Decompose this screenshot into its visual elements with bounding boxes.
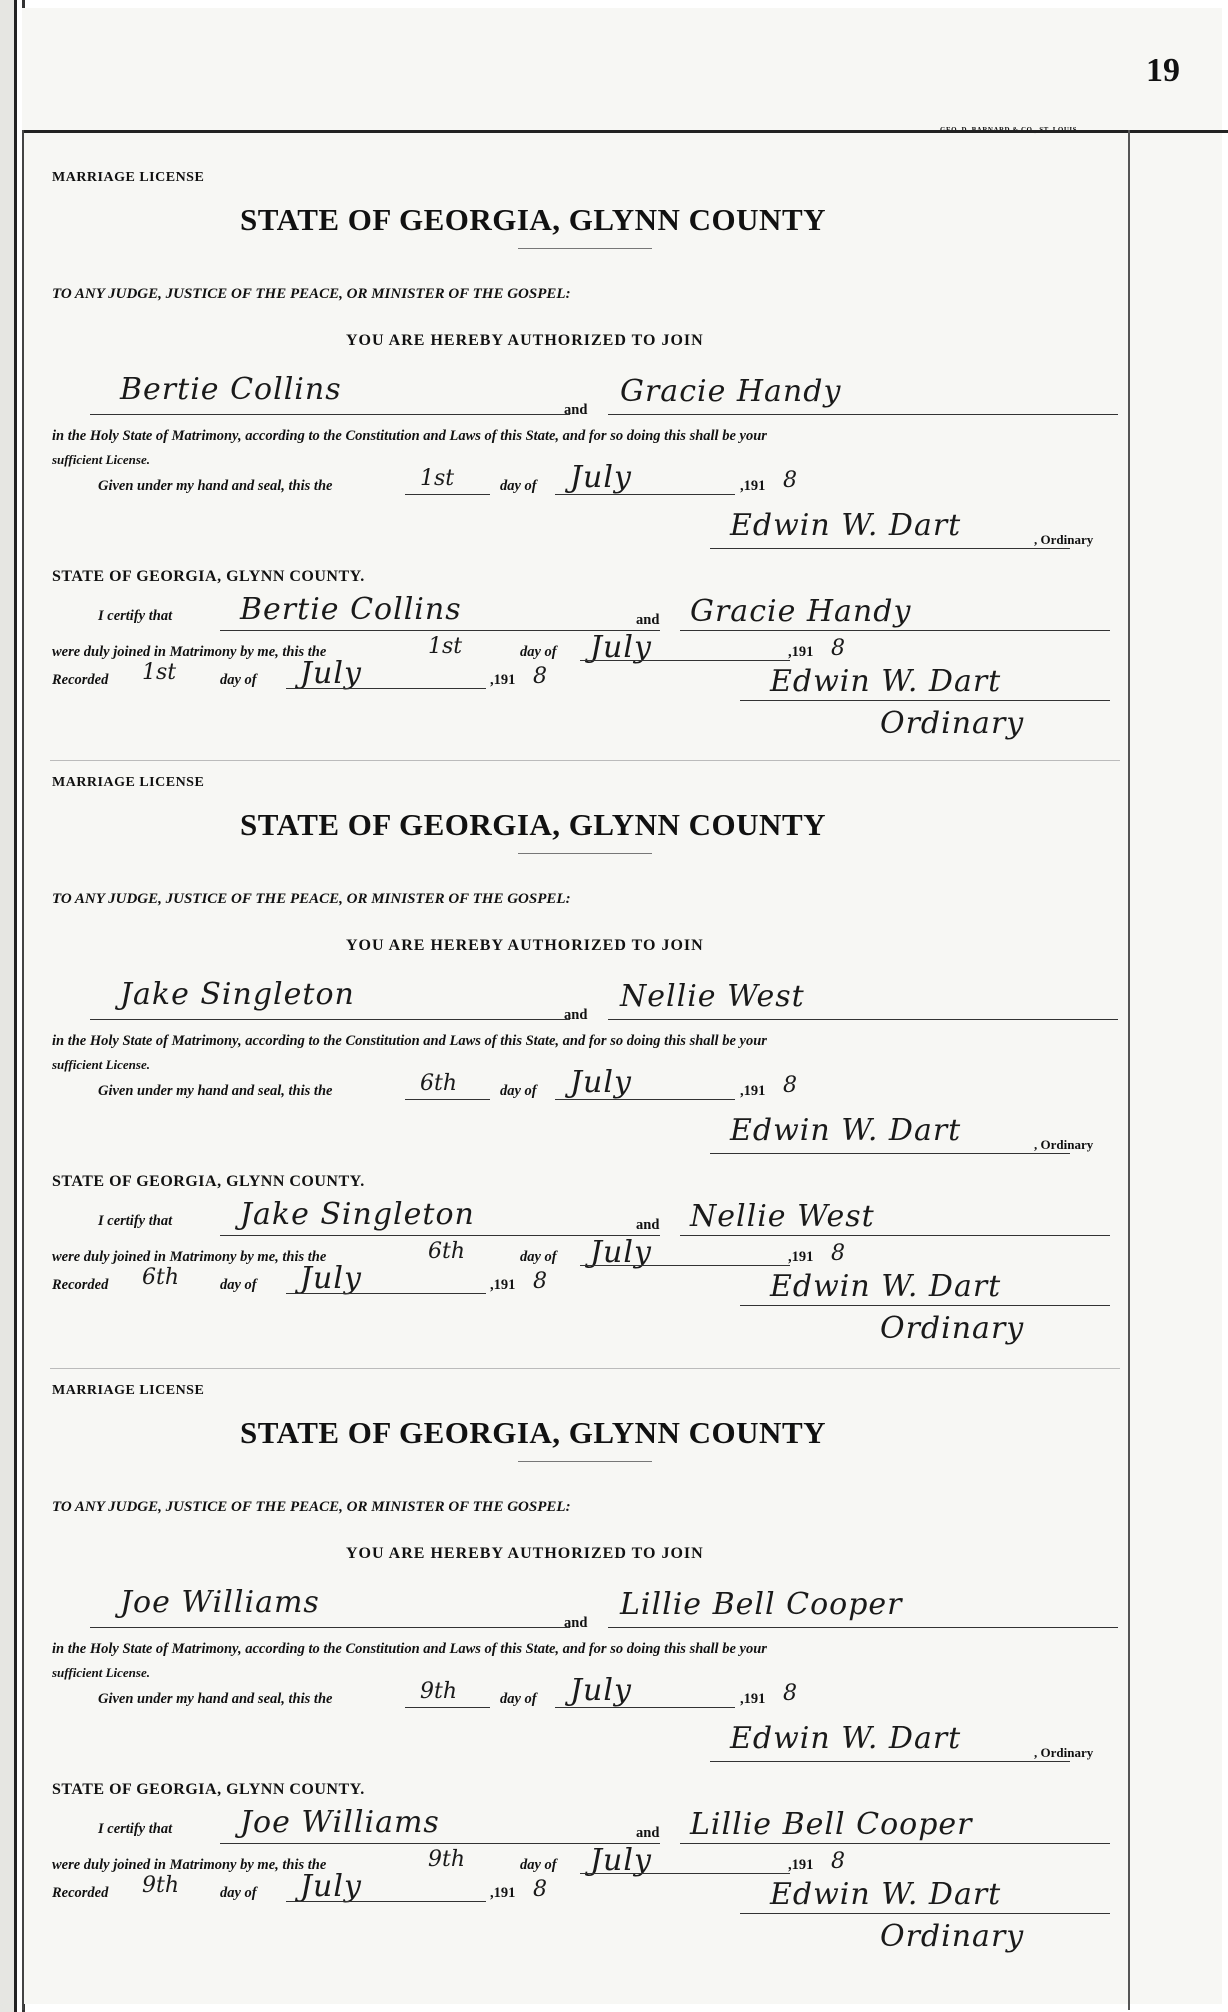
recorded-ordinary: Ordinary (880, 1311, 1025, 1346)
given-day: 1st (420, 466, 455, 491)
signature-line (710, 548, 1070, 549)
recorded-signature: Edwin W. Dart (770, 664, 1002, 699)
groom-name: Joe Williams (120, 1585, 320, 1620)
license-record-3 (50, 1373, 1120, 1973)
cert-state-title: STATE OF GEORGIA, GLYNN COUNTY. (52, 1173, 365, 1190)
bride-name: Lillie Bell Cooper (620, 1587, 903, 1622)
joined-year-prefix: ,191 (788, 1857, 814, 1873)
groom-name: Bertie Collins (120, 372, 342, 407)
recorded-day: 1st (142, 660, 177, 685)
year-prefix: ,191 (740, 478, 766, 494)
recorded-day: 9th (142, 1873, 180, 1898)
left-margin-rule (22, 130, 24, 2010)
marriage-license-heading: MARRIAGE LICENSE (52, 170, 205, 185)
cert-bride: Gracie Handy (690, 594, 912, 629)
ordinary-label: , Ordinary (1034, 1137, 1094, 1152)
record-divider (50, 1368, 1120, 1369)
recorded-day-of: day of (220, 1277, 257, 1293)
joined-year-prefix: ,191 (788, 1249, 814, 1265)
to-any-judge: TO ANY JUDGE, JUSTICE OF THE PEACE, OR MINISTER OF THE GOSPEL: (52, 891, 571, 907)
certify-label: I certify that (98, 608, 173, 624)
ordinary-label: , Ordinary (1034, 1745, 1094, 1760)
cert-state-title: STATE OF GEORGIA, GLYNN COUNTY. (52, 568, 365, 585)
recorded-ordinary: Ordinary (880, 1919, 1025, 1954)
given-day-line (405, 1707, 490, 1708)
joined-year: 8 (831, 1241, 845, 1266)
given-day: 6th (420, 1071, 458, 1096)
given-month: July (570, 460, 632, 495)
and-label: and (564, 1615, 588, 1631)
joined-day: 9th (428, 1847, 466, 1872)
joined-day-of: day of (520, 1857, 557, 1873)
cert-bride: Lillie Bell Cooper (690, 1807, 973, 1842)
cert-groom: Joe Williams (240, 1805, 440, 1840)
authorized-to-join: YOU ARE HEREBY AUTHORIZED TO JOIN (346, 332, 704, 349)
page-number: 19 (1146, 52, 1180, 89)
recorded-year: 8 (533, 664, 547, 689)
groom-line (90, 414, 570, 415)
given-under-label: Given under my hand and seal, this the (98, 1083, 333, 1099)
title-underline (518, 1461, 652, 1462)
signature-line (710, 1153, 1070, 1154)
recorded-month-line (286, 688, 486, 689)
license-record-1 (50, 160, 1120, 760)
recorded-year-prefix: ,191 (490, 1885, 516, 1901)
cert-bride-line (680, 1235, 1110, 1236)
joined-year: 8 (831, 636, 845, 661)
joined-day-of: day of (520, 1249, 557, 1265)
state-title: STATE OF GEORGIA, GLYNN COUNTY (240, 202, 827, 237)
cert-groom: Bertie Collins (240, 592, 462, 627)
publisher-imprint: GEO. D. BARNARD & CO., ST. LOUIS (940, 126, 1078, 134)
groom-line (90, 1019, 570, 1020)
certify-label: I certify that (98, 1213, 173, 1229)
recorded-ordinary: Ordinary (880, 706, 1025, 741)
cert-and: and (636, 1217, 660, 1233)
given-day: 9th (420, 1679, 458, 1704)
given-year: 8 (783, 1073, 797, 1098)
sufficient-license: sufficient License. (52, 452, 150, 467)
year-prefix: ,191 (740, 1083, 766, 1099)
groom-name: Jake Singleton (120, 977, 355, 1012)
year-prefix: ,191 (740, 1691, 766, 1707)
given-day-line (405, 494, 490, 495)
authorized-to-join: YOU ARE HEREBY AUTHORIZED TO JOIN (346, 1545, 704, 1562)
signature-line (710, 1761, 1070, 1762)
given-month-line (555, 1707, 735, 1708)
recorded-label: Recorded (52, 672, 109, 688)
recorded-month: July (300, 1261, 362, 1296)
duly-joined-label: were duly joined in Matrimony by me, this the (52, 1249, 327, 1265)
ordinary-signature: Edwin W. Dart (730, 1113, 962, 1148)
license-record-2 (50, 765, 1120, 1365)
joined-month-line (580, 1265, 790, 1266)
joined-day-of: day of (520, 644, 557, 660)
joined-day: 1st (428, 634, 463, 659)
cert-state-title: STATE OF GEORGIA, GLYNN COUNTY. (52, 1781, 365, 1798)
holy-state-text: in the Holy State of Matrimony, according to the Constitution and Laws of this State, and for so doing this shall be your (52, 428, 767, 444)
bride-line (608, 1627, 1118, 1628)
given-under-label: Given under my hand and seal, this the (98, 1691, 333, 1707)
given-day-line (405, 1099, 490, 1100)
to-any-judge: TO ANY JUDGE, JUSTICE OF THE PEACE, OR MINISTER OF THE GOSPEL: (52, 1499, 571, 1515)
holy-state-text: in the Holy State of Matrimony, according to the Constitution and Laws of this State, and for so doing this shall be your (52, 1033, 767, 1049)
given-month-line (555, 494, 735, 495)
cert-bride-line (680, 1843, 1110, 1844)
recorded-day-of: day of (220, 672, 257, 688)
holy-state-text: in the Holy State of Matrimony, according to the Constitution and Laws of this State, and for so doing this shall be your (52, 1641, 767, 1657)
given-year: 8 (783, 1681, 797, 1706)
recorded-label: Recorded (52, 1885, 109, 1901)
given-under-label: Given under my hand and seal, this the (98, 478, 333, 494)
joined-day: 6th (428, 1239, 466, 1264)
state-title: STATE OF GEORGIA, GLYNN COUNTY (240, 1415, 827, 1450)
record-divider (50, 760, 1120, 761)
marriage-license-heading: MARRIAGE LICENSE (52, 775, 205, 790)
recorded-month-line (286, 1293, 486, 1294)
bride-name: Nellie West (620, 979, 805, 1014)
sufficient-license: sufficient License. (52, 1665, 150, 1680)
bride-line (608, 414, 1118, 415)
title-underline (518, 248, 652, 249)
joined-month: July (590, 630, 652, 665)
ordinary-signature: Edwin W. Dart (730, 1721, 962, 1756)
recorded-signature-line (740, 700, 1110, 701)
joined-month-line (580, 1873, 790, 1874)
top-rule (22, 130, 1228, 133)
joined-month: July (590, 1235, 652, 1270)
joined-year-prefix: ,191 (788, 644, 814, 660)
day-of-label: day of (500, 1691, 537, 1707)
recorded-month-line (286, 1901, 486, 1902)
state-title: STATE OF GEORGIA, GLYNN COUNTY (240, 807, 827, 842)
recorded-year-prefix: ,191 (490, 1277, 516, 1293)
ordinary-label: , Ordinary (1034, 532, 1094, 547)
right-margin-rule (1128, 130, 1130, 2010)
recorded-signature: Edwin W. Dart (770, 1269, 1002, 1304)
given-month: July (570, 1673, 632, 1708)
joined-month: July (590, 1843, 652, 1878)
recorded-year: 8 (533, 1877, 547, 1902)
cert-and: and (636, 1825, 660, 1841)
duly-joined-label: were duly joined in Matrimony by me, this the (52, 1857, 327, 1873)
and-label: and (564, 402, 588, 418)
given-year: 8 (783, 468, 797, 493)
given-month: July (570, 1065, 632, 1100)
authorized-to-join: YOU ARE HEREBY AUTHORIZED TO JOIN (346, 937, 704, 954)
cert-bride-line (680, 630, 1110, 631)
day-of-label: day of (500, 1083, 537, 1099)
ordinary-signature: Edwin W. Dart (730, 508, 962, 543)
bride-line (608, 1019, 1118, 1020)
bride-name: Gracie Handy (620, 374, 842, 409)
sufficient-license: sufficient License. (52, 1057, 150, 1072)
given-month-line (555, 1099, 735, 1100)
recorded-day-of: day of (220, 1885, 257, 1901)
recorded-month: July (300, 1869, 362, 1904)
recorded-year-prefix: ,191 (490, 672, 516, 688)
book-binding (0, 0, 17, 2012)
recorded-day: 6th (142, 1265, 180, 1290)
certify-label: I certify that (98, 1821, 173, 1837)
recorded-signature-line (740, 1913, 1110, 1914)
recorded-month: July (300, 656, 362, 691)
duly-joined-label: were duly joined in Matrimony by me, this the (52, 644, 327, 660)
joined-month-line (580, 660, 790, 661)
and-label: and (564, 1007, 588, 1023)
recorded-signature: Edwin W. Dart (770, 1877, 1002, 1912)
day-of-label: day of (500, 478, 537, 494)
cert-groom: Jake Singleton (240, 1197, 475, 1232)
cert-and: and (636, 612, 660, 628)
to-any-judge: TO ANY JUDGE, JUSTICE OF THE PEACE, OR MINISTER OF THE GOSPEL: (52, 286, 571, 302)
title-underline (518, 853, 652, 854)
recorded-label: Recorded (52, 1277, 109, 1293)
cert-bride: Nellie West (690, 1199, 875, 1234)
marriage-license-heading: MARRIAGE LICENSE (52, 1383, 205, 1398)
recorded-year: 8 (533, 1269, 547, 1294)
joined-year: 8 (831, 1849, 845, 1874)
groom-line (90, 1627, 570, 1628)
recorded-signature-line (740, 1305, 1110, 1306)
